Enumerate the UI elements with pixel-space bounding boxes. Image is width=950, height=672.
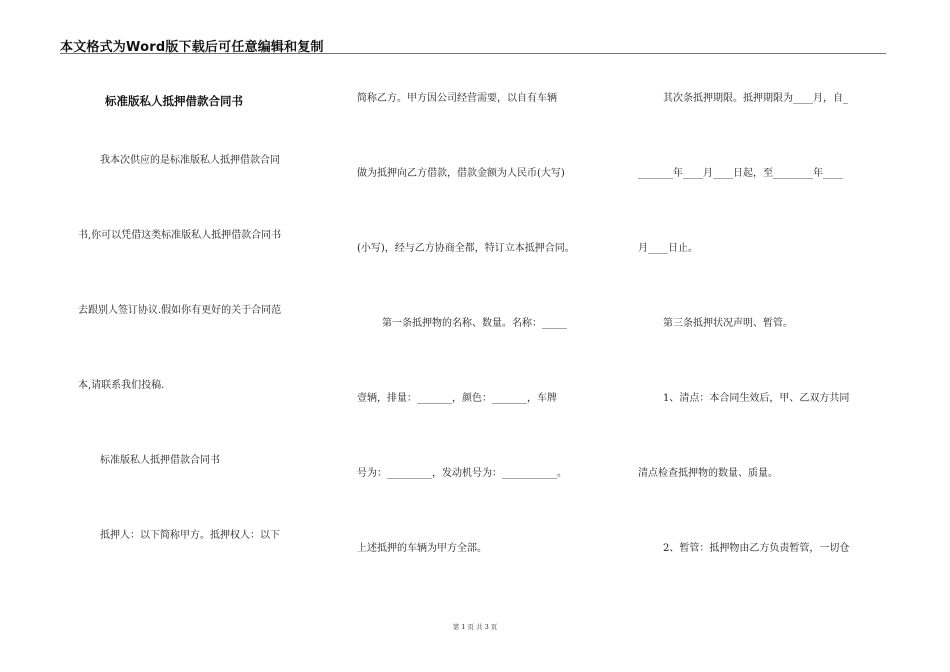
paragraph-line: 第三条抵押状况声明、暂管。 — [663, 318, 793, 329]
paragraph-line: 2、暂管：抵押物由乙方负责暂管，一切仓 — [663, 543, 850, 554]
paragraph-line: 做为抵押向乙方借款，借款金额为人民币(大写) — [357, 168, 565, 179]
paragraph-line: 其次条抵押期限。抵押期限为____月，自_ — [663, 93, 848, 104]
paragraph-line: 简称乙方。甲方因公司经营需要，以自有车辆 — [357, 93, 557, 104]
paragraph-line: 号为：_________，发动机号为：___________。 — [357, 468, 567, 479]
paragraph-line: 抵押人：以下简称甲方。抵押权人：以下 — [100, 530, 280, 541]
paragraph-line: 上述抵押的车辆为甲方全部。 — [357, 543, 487, 554]
paragraph-line: 月____日止。 — [638, 243, 698, 254]
paragraph-line: 清点检查抵押物的数量、质量。 — [638, 468, 778, 479]
paragraph-line: 第一条抵押物的名称、数量。名称：_____ — [382, 318, 567, 329]
paragraph-line: (小写)，经与乙方协商全都，特订立本抵押合同。 — [357, 243, 575, 254]
paragraph-line: 本,请联系我们投稿. — [78, 380, 165, 391]
paragraph-line: 1、清点：本合同生效后，甲、乙双方共同 — [663, 393, 850, 404]
paragraph-line: 去跟别人签订协议.假如你有更好的关于合同范 — [78, 305, 282, 316]
text-column-2 — [357, 0, 619, 672]
paragraph-line: 书,你可以凭借这类标准版私人抵押借款合同书 — [78, 230, 282, 241]
text-column-1 — [78, 0, 328, 672]
paragraph-line: 壹辆，排量：_______，颜色：_______，车牌 — [357, 393, 557, 404]
paragraph-line: _______年____月____日起，至________年____ — [638, 168, 843, 179]
paragraph-line: 标准版私人抵押借款合同书 — [100, 455, 220, 466]
document-header: 本文格式为Word版下载后可任意编辑和复制 — [60, 40, 324, 55]
document-title: 标准版私人抵押借款合同书 — [105, 94, 243, 108]
page-number: 第 1 页 共 3 页 — [452, 623, 498, 631]
text-column-3 — [638, 0, 888, 672]
paragraph-line: 我本次供应的是标准版私人抵押借款合同 — [100, 155, 280, 166]
